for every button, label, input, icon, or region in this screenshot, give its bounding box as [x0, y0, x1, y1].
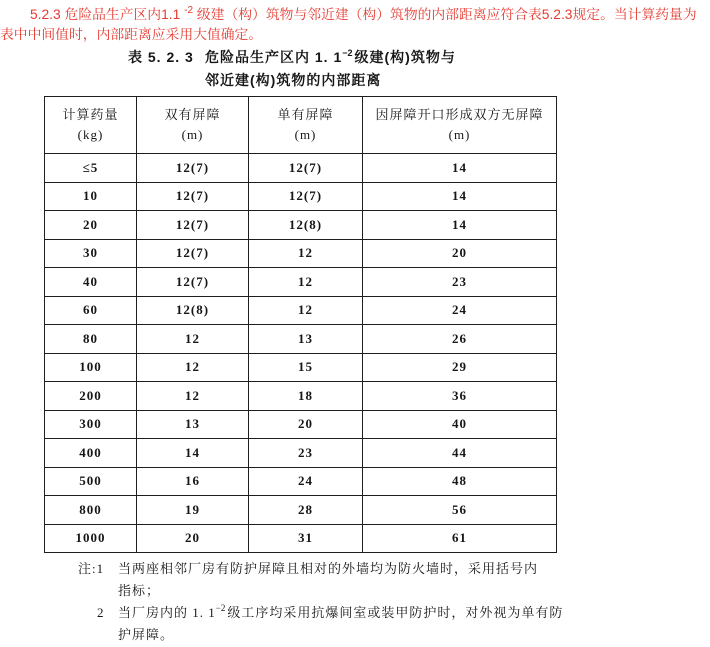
- note-text-part: 级工序均采用抗爆间室或装甲防护时，对外视为单有防: [227, 605, 564, 620]
- table-notes: [78, 558, 638, 646]
- table-row: [45, 211, 557, 240]
- table-header-row: [45, 97, 557, 154]
- superscript: −2: [342, 48, 353, 58]
- header-unit: (m): [294, 127, 317, 142]
- table-row: [45, 296, 557, 325]
- cell-no-barrier: 48: [363, 467, 557, 496]
- header-double-barrier: [137, 97, 249, 154]
- cell-charge-quantity: 200: [45, 382, 137, 411]
- clause-line: [0, 25, 710, 45]
- table-row: [45, 325, 557, 354]
- table-title-text: 危险品生产区内 1. 1: [205, 49, 343, 65]
- cell-single-barrier: 12(7): [249, 154, 363, 183]
- cell-charge-quantity: 10: [45, 182, 137, 211]
- cell-charge-quantity: 300: [45, 410, 137, 439]
- cell-charge-quantity: 30: [45, 239, 137, 268]
- table-row: [45, 496, 557, 525]
- cell-single-barrier: 12: [249, 268, 363, 297]
- table-row: [45, 268, 557, 297]
- cell-no-barrier: 23: [363, 268, 557, 297]
- table-title-line: [205, 69, 456, 92]
- table-title-lines: [205, 46, 456, 92]
- cell-double-barrier: 12(8): [137, 296, 249, 325]
- cell-double-barrier: 12(7): [137, 268, 249, 297]
- clause-line1-text: 5.2.3 危险品生产区内1.1: [30, 7, 185, 22]
- cell-double-barrier: 12: [137, 382, 249, 411]
- cell-single-barrier: 12(8): [249, 211, 363, 240]
- cell-double-barrier: 14: [137, 439, 249, 468]
- cell-charge-quantity: 1000: [45, 524, 137, 553]
- cell-no-barrier: 24: [363, 296, 557, 325]
- cell-single-barrier: 18: [249, 382, 363, 411]
- cell-no-barrier: 14: [363, 182, 557, 211]
- note-text-part: 当厂房内的 1. 1: [118, 605, 216, 620]
- note-2: [78, 602, 638, 624]
- clause-line2-text: 表中中间值时，内部距离应采用大值确定。: [0, 27, 263, 42]
- cell-double-barrier: 12(7): [137, 211, 249, 240]
- cell-charge-quantity: ≤5: [45, 154, 137, 183]
- note-text: [78, 602, 638, 625]
- note-2-continued: [78, 624, 638, 646]
- cell-charge-quantity: 20: [45, 211, 137, 240]
- cell-double-barrier: 12(7): [137, 154, 249, 183]
- note-1-continued: [78, 580, 638, 602]
- cell-charge-quantity: 500: [45, 467, 137, 496]
- cell-single-barrier: 28: [249, 496, 363, 525]
- table-title-line: [205, 46, 456, 69]
- cell-no-barrier: 20: [363, 239, 557, 268]
- cell-single-barrier: 12(7): [249, 182, 363, 211]
- note-text: 当两座相邻厂房有防护屏障且相对的外墙均为防火墙时，采用括号内: [118, 561, 539, 576]
- note-text: 指标；: [118, 583, 161, 598]
- clause-line: [0, 5, 710, 25]
- header-unit: (kg): [77, 127, 104, 142]
- cell-single-barrier: 13: [249, 325, 363, 354]
- table-row: [45, 239, 557, 268]
- superscript: −2: [215, 603, 226, 613]
- cell-no-barrier: 36: [363, 382, 557, 411]
- table-row: [45, 439, 557, 468]
- header-label: 计算药量: [62, 107, 119, 122]
- table-title-text-continued: 级建(构)筑物与: [354, 49, 456, 65]
- note-text: 护屏障。: [118, 627, 175, 642]
- table-row: [45, 524, 557, 553]
- cell-no-barrier: 61: [363, 524, 557, 553]
- cell-double-barrier: 13: [137, 410, 249, 439]
- cell-single-barrier: 31: [249, 524, 363, 553]
- cell-single-barrier: 20: [249, 410, 363, 439]
- cell-no-barrier: 26: [363, 325, 557, 354]
- cell-no-barrier: 14: [363, 211, 557, 240]
- table-row: [45, 154, 557, 183]
- table-row: [45, 382, 557, 411]
- table-head: [45, 97, 557, 154]
- cell-single-barrier: 15: [249, 353, 363, 382]
- header-label: 因屏障开口形成双方无屏障: [375, 107, 544, 122]
- table-row: [45, 467, 557, 496]
- clause-text: [0, 5, 710, 45]
- cell-double-barrier: 12: [137, 353, 249, 382]
- note-number: 2: [97, 605, 105, 620]
- cell-single-barrier: 12: [249, 296, 363, 325]
- cell-charge-quantity: 60: [45, 296, 137, 325]
- header-label: 双有屏障: [164, 107, 221, 122]
- cell-no-barrier: 14: [363, 154, 557, 183]
- cell-single-barrier: 24: [249, 467, 363, 496]
- cell-double-barrier: 19: [137, 496, 249, 525]
- cell-charge-quantity: 40: [45, 268, 137, 297]
- superscript: -2: [184, 5, 194, 16]
- cell-no-barrier: 56: [363, 496, 557, 525]
- header-single-barrier: [249, 97, 363, 154]
- cell-charge-quantity: 100: [45, 353, 137, 382]
- table-body: [45, 154, 557, 553]
- cell-double-barrier: 12(7): [137, 182, 249, 211]
- cell-double-barrier: 12(7): [137, 239, 249, 268]
- header-unit: (m): [181, 127, 204, 142]
- cell-no-barrier: 44: [363, 439, 557, 468]
- cell-single-barrier: 23: [249, 439, 363, 468]
- table-row: [45, 410, 557, 439]
- table-number: 表 5. 2. 3: [128, 49, 194, 65]
- distance-table: [44, 96, 557, 553]
- table-title: [128, 46, 456, 92]
- table-title-text: 邻近建(构)筑物的内部距离: [205, 72, 382, 88]
- header-label: 单有屏障: [277, 107, 334, 122]
- note-label: 注:1: [78, 561, 105, 576]
- header-no-barrier: [363, 97, 557, 154]
- cell-no-barrier: 40: [363, 410, 557, 439]
- cell-no-barrier: 29: [363, 353, 557, 382]
- cell-double-barrier: 16: [137, 467, 249, 496]
- clause-line1-text-continued: 级建（构）筑物与邻近建（构）筑物的内部距离应符合表5.2.3规定。当计算药量为: [193, 7, 697, 22]
- table-row: [45, 182, 557, 211]
- header-charge-quantity: [45, 97, 137, 154]
- cell-charge-quantity: 800: [45, 496, 137, 525]
- header-unit: (m): [448, 127, 471, 142]
- table-row: [45, 353, 557, 382]
- note-1: [78, 558, 638, 580]
- cell-double-barrier: 20: [137, 524, 249, 553]
- cell-double-barrier: 12: [137, 325, 249, 354]
- cell-charge-quantity: 80: [45, 325, 137, 354]
- cell-single-barrier: 12: [249, 239, 363, 268]
- cell-charge-quantity: 400: [45, 439, 137, 468]
